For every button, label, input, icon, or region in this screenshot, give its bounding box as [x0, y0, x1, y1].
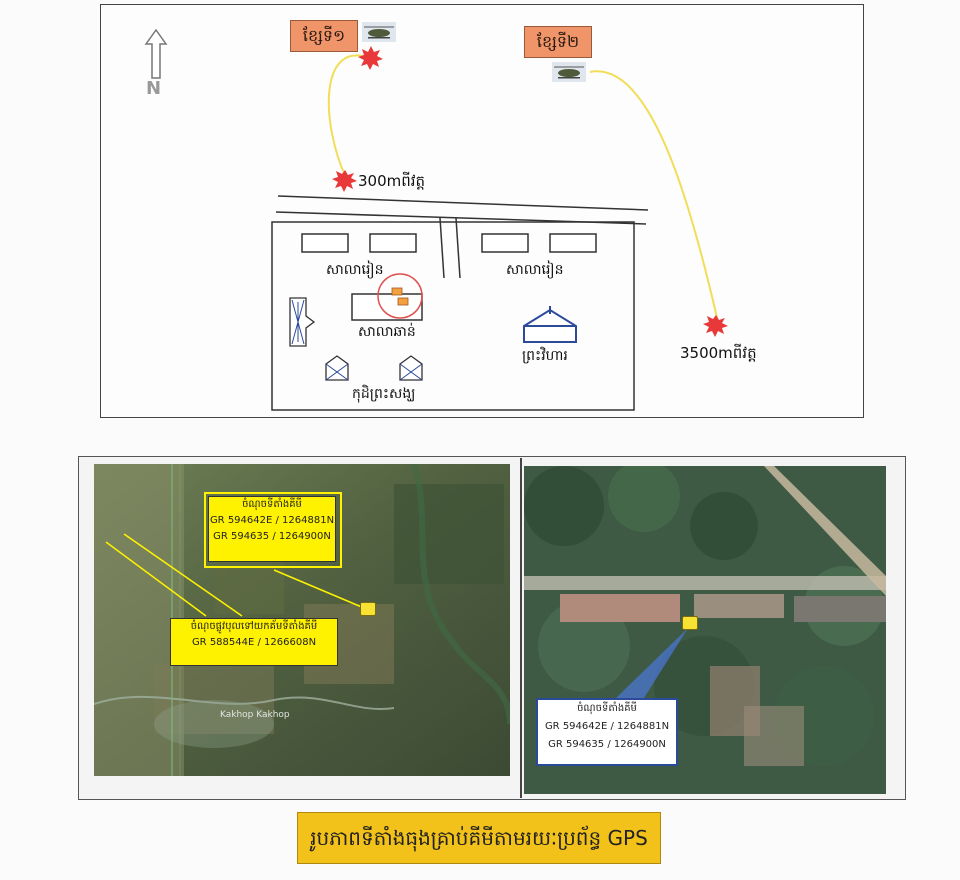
callout-main-line-1: GR 594642E / 1264881N	[209, 515, 335, 526]
dining-hall-label: សាលាឆាន់	[358, 324, 416, 340]
callout-right-title: ចំណុចទីតាំងគីមី	[577, 703, 637, 714]
site-label-2: ខ្សែទី២	[524, 26, 592, 58]
callout-box-second	[170, 618, 338, 666]
distance-label-1: 300mពីវត្ត	[358, 172, 426, 190]
callout-box-main	[208, 496, 336, 562]
north-label: N	[146, 78, 162, 99]
callout-main-line-2: GR 594635 / 1264900N	[213, 531, 331, 542]
callout-second-line-1: GR 588544E / 1266608N	[191, 637, 317, 648]
site-diagram-drawing	[0, 0, 960, 420]
distance-label-2: 3500mពីវត្ត	[680, 344, 757, 362]
explosion-icon	[703, 315, 728, 337]
helicopter-icon	[362, 22, 396, 42]
callout-second-title: ចំណុចផ្លូវបុលទៅយកគ័មទីតាំងគីមី	[190, 621, 318, 632]
temple-icon	[524, 306, 576, 342]
trajectory-line-2	[590, 71, 718, 322]
explosion-icon	[358, 46, 383, 70]
place-label: Kakhop Kakhop	[220, 710, 290, 720]
trajectory-line-1	[329, 55, 370, 178]
gate-building-icon	[290, 298, 314, 346]
classroom-right-label: សាលារៀន	[506, 262, 564, 278]
image-divider	[520, 458, 522, 798]
site-label-1: ខ្សែទី១	[290, 20, 358, 52]
callout-box-right	[536, 698, 678, 766]
callout-right-line-2: GR 594635 / 1264900N	[548, 739, 666, 750]
explosion-icon	[332, 170, 357, 192]
monk-quarters-icon	[326, 356, 422, 380]
callout-right-line-1: GR 594642E / 1264881N	[544, 721, 670, 732]
gps-marker-icon	[360, 602, 376, 616]
gps-marker-icon	[682, 616, 698, 630]
classroom-left-label: សាលារៀន	[326, 262, 384, 278]
callout-main-title: ចំណុចទីតាំងគីមី	[242, 499, 302, 510]
helicopter-icon	[552, 62, 586, 82]
figure-caption: រូបភាពទីតាំងធុងគ្រាប់គីមីតាមរយៈប្រព័ន្ធ GPS	[297, 812, 661, 864]
north-arrow-icon	[146, 30, 166, 78]
temple-label: ព្រះវិហារ	[522, 348, 568, 364]
monk-quarters-label: កុដិព្រះសង្ឃ	[352, 386, 416, 402]
